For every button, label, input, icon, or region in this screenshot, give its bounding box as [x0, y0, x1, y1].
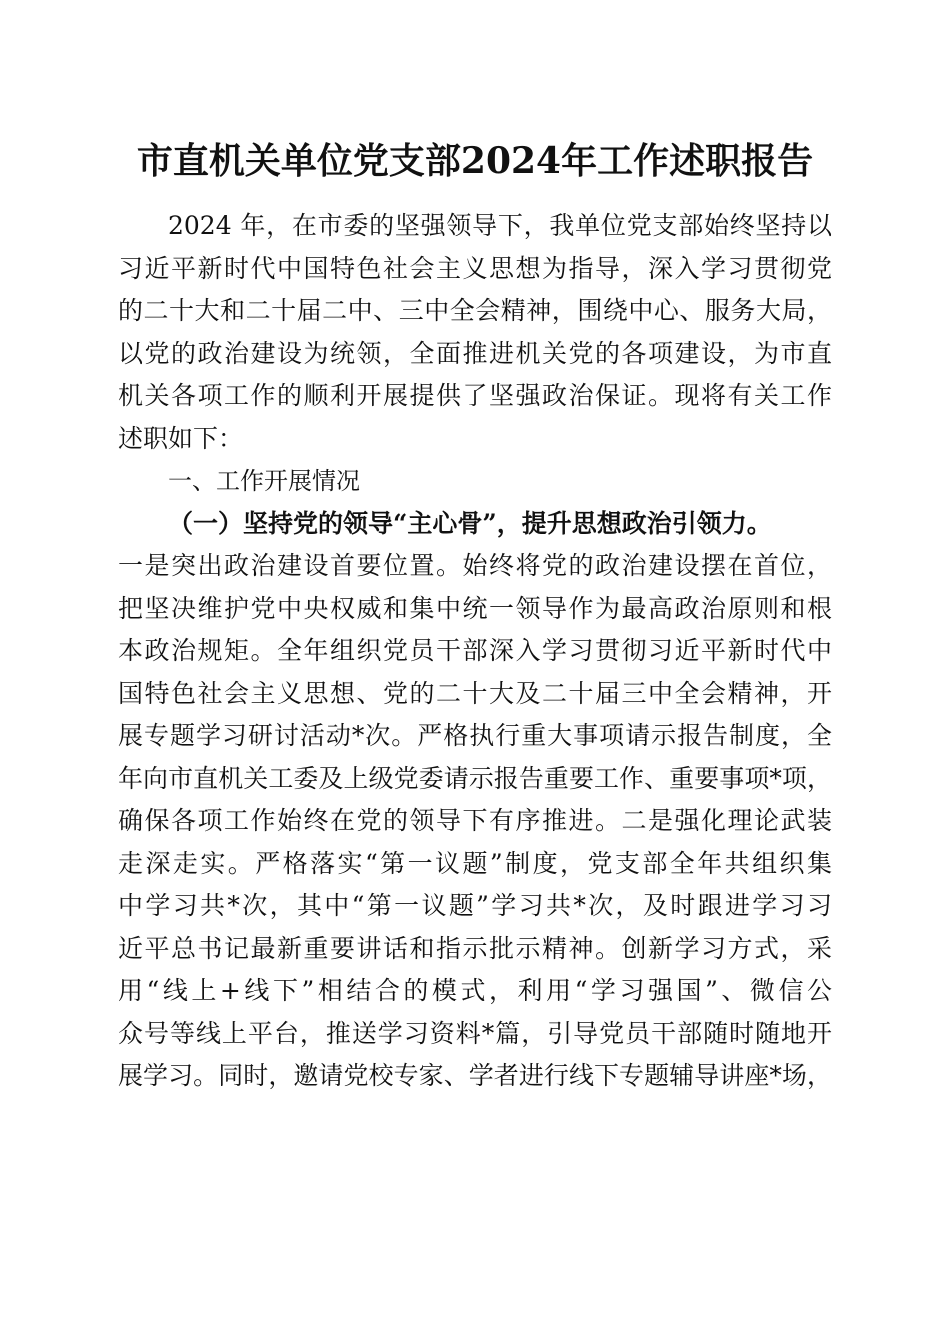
paragraph-line: 展专题学习研讨活动*次。严格执行重大事项请示报告制度，全 [118, 721, 832, 750]
paragraph-line: 中学习共*次，其中“第一议题”学习共*次，及时跟进学习习 [118, 891, 832, 920]
paragraph-line: 以党的政治建设为统领，全面推进机关党的各项建设，为市直 [118, 338, 832, 368]
paragraph-line: 用“线上+线下”相结合的模式，利用“学习强国”、微信公 [118, 976, 832, 1005]
paragraph-line: 的二十大和二十届二中、三中全会精神，围绕中心、服务大局， [118, 296, 832, 325]
paragraph-line: 众号等线上平台，推送学习资料*篇，引导党员干部随时随地开 [118, 1018, 832, 1048]
paragraph-line: 述职如下： [118, 423, 244, 453]
paragraph-line: 展学习。同时，邀请党校专家、学者进行线下专题辅导讲座*场， [118, 1061, 832, 1090]
document-title: 市直机关单位党支部2024年工作述职报告 [136, 140, 814, 182]
paragraph-line: 确保各项工作始终在党的领导下有序推进。二是强化理论武装 [118, 806, 832, 835]
paragraph-line: 年向市直机关工委及上级党委请示报告重要工作、重要事项*项， [118, 763, 832, 793]
section-heading: 一、工作开展情况 [168, 467, 360, 495]
paragraph-line: 国特色社会主义思想、党的二十大及二十届三中全会精神，开 [118, 678, 832, 708]
paragraph-line: 把坚决维护党中央权威和集中统一领导作为最高政治原则和根 [118, 593, 832, 623]
paragraph-line: 机关各项工作的顺利开展提供了坚强政治保证。现将有关工作 [118, 381, 832, 410]
paragraph-line: 本政治规矩。全年组织党员干部深入学习贯彻习近平新时代中 [118, 636, 832, 665]
document-body [118, 205, 832, 1098]
paragraph-line: 一是突出政治建设首要位置。始终将党的政治建设摆在首位， [118, 551, 832, 580]
paragraph-line: 走深走实。严格落实“第一议题”制度，党支部全年共组织集 [118, 848, 832, 878]
paragraph-line: 习近平新时代中国特色社会主义思想为指导，深入学习贯彻党 [118, 253, 832, 283]
subsection-heading: （一）坚持党的领导“主心骨”，提升思想政治引领力。 [168, 508, 772, 538]
paragraph-line: 2024 年，在市委的坚强领导下，我单位党支部始终坚持以 [168, 211, 832, 240]
paragraph-line: 近平总书记最新重要讲话和指示批示精神。创新学习方式，采 [118, 933, 832, 963]
